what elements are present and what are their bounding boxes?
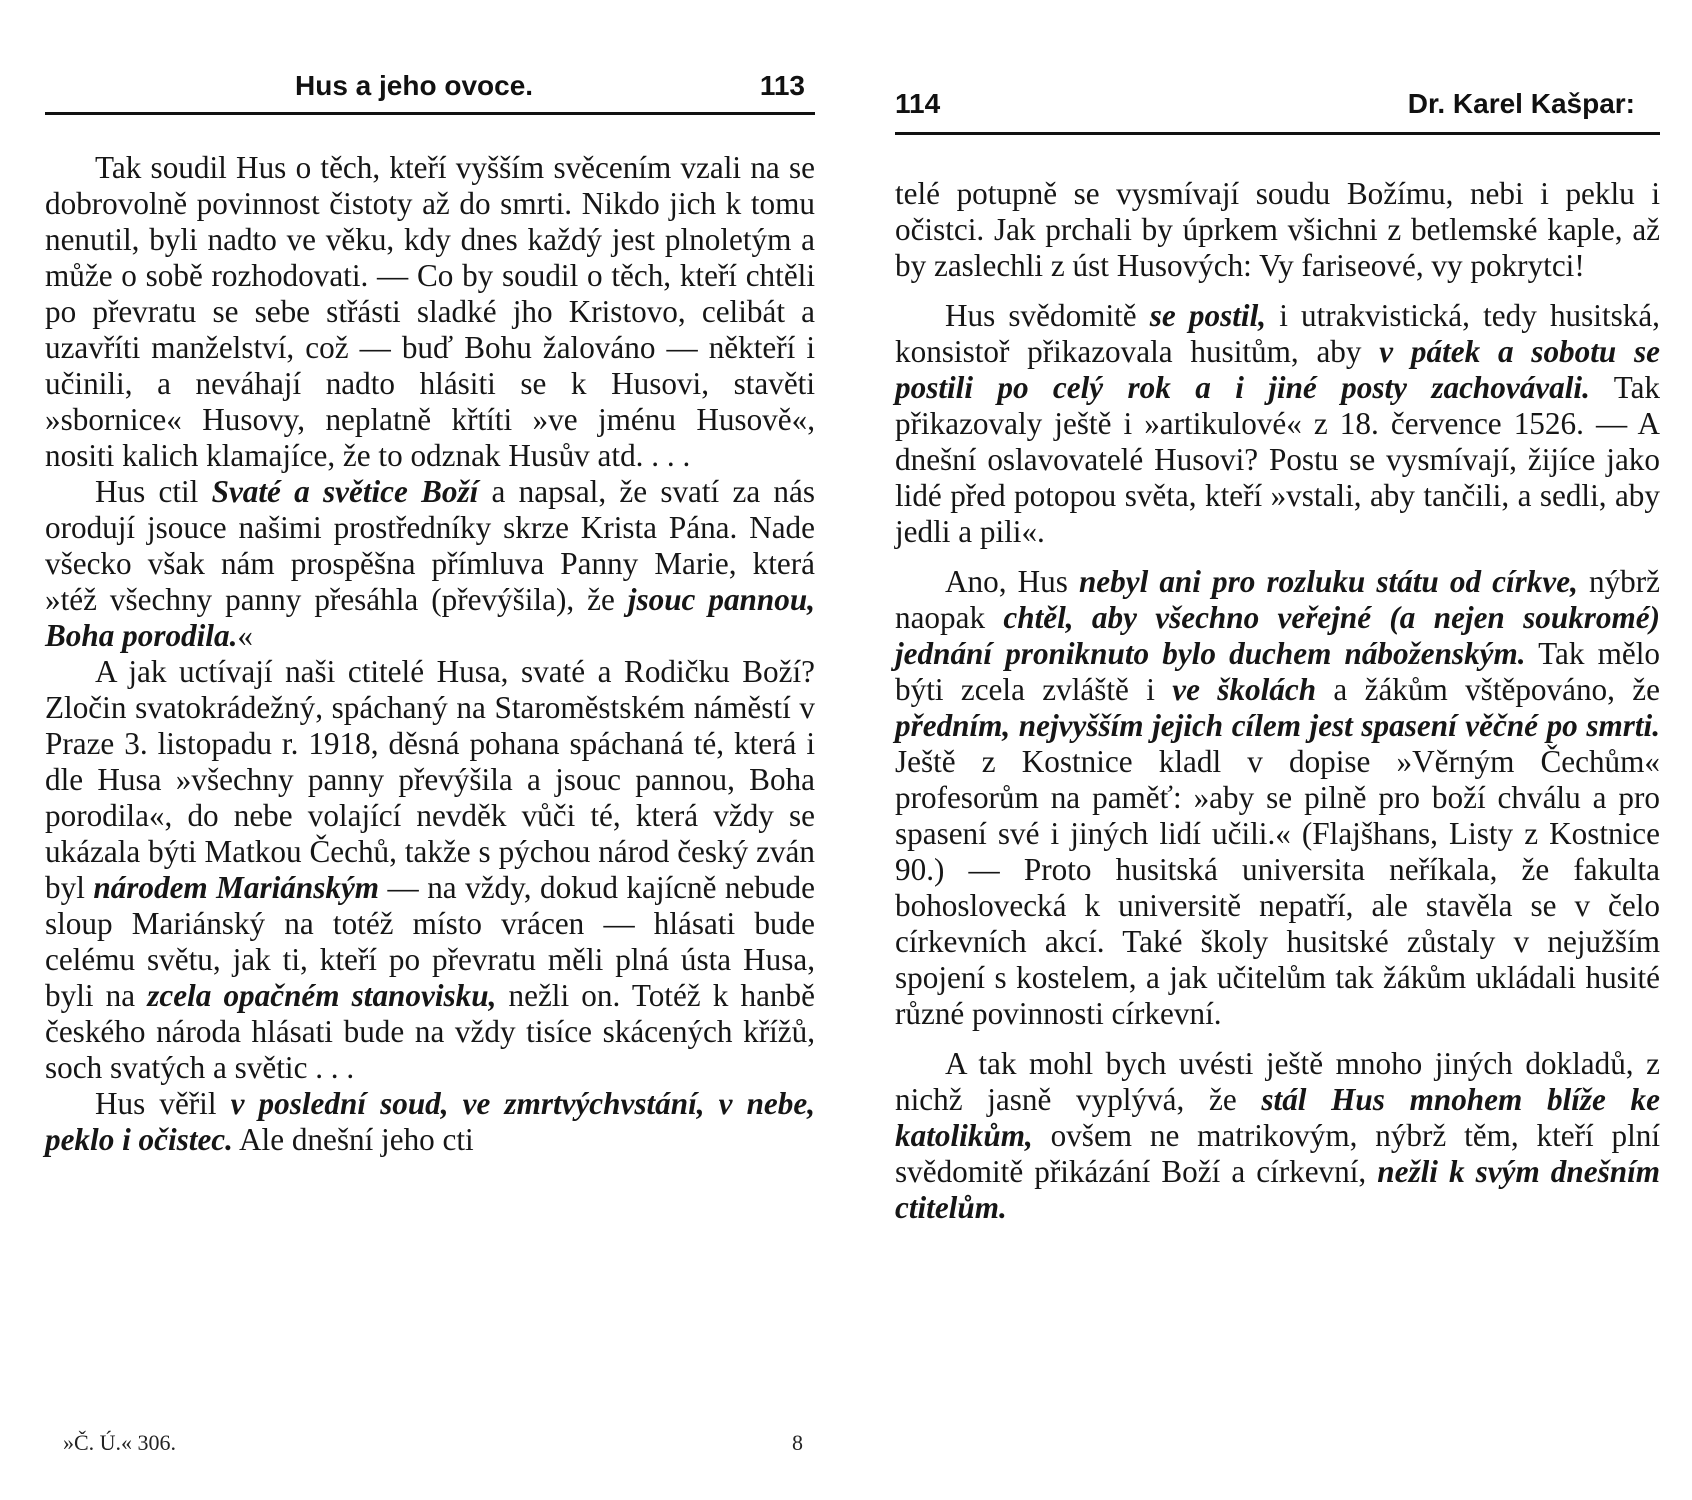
emphasized-text: předním, nejvyšším jejich cílem jest spasení věčné po smrti. xyxy=(895,708,1660,743)
emphasized-text: Svaté a světice Boží xyxy=(211,474,479,509)
page-number: 113 xyxy=(759,70,805,101)
sheet-number: 8 xyxy=(792,1430,803,1455)
right-page-body xyxy=(895,176,1660,1226)
emphasized-text: stál Hus mnohem blíže ke katolikům, xyxy=(895,1082,1660,1153)
left-page-header xyxy=(45,70,815,110)
emphasized-text: v poslední soud, ve zmrtvýchvstání, v nebe, peklo i očistec. xyxy=(45,1086,816,1157)
right-page-header xyxy=(895,88,1660,128)
left-page-body xyxy=(45,150,815,1158)
emphasized-text: se postil, xyxy=(1149,298,1267,333)
emphasized-text: nežli k svým dnešním ctitelům. xyxy=(895,1154,1660,1225)
emphasized-text: chtěl, aby všechno veřejné (a nejen soukromé) jednání proniknuto bylo duchem náboženským. xyxy=(895,600,1660,671)
emphasized-text: zcela opačném stanovisku, xyxy=(147,978,497,1013)
paragraph: Tak soudil Hus o těch, kteří vyšším svěcením vzali na se dobrovolně povinnost čistoty až do smrti. Nikdo jich k tomu nenutil, byli nadto ve věku, kdy dnes každý jest plnoletým a může o sobě rozhodovati. — Co by soudil o těch, kteří chtěli po převratu se sebe střásti sladké jho Kristovo, celibát a uzavříti manželství, což — buď Bohu žalováno — někteří i učinili, a neváhají nadto hlásiti se k Husovi, stavěti »sbornice« Husovy, neplatně křtíti »ve jménu Husově«, nositi kalich klamajíce, že to odznak Husův atd. . . . xyxy=(45,150,815,473)
paragraph: Hus svědomitě se postil, i utrakvistická, tedy husitská, konsistoř přikazovala husitům, aby v pátek a sobotu se postili po celý rok a i jiné posty zachovávali. Tak přikazovaly ještě i »artikulové« z 18. července 1526. — A dnešní oslavovatelé Husovi? Postu se vysmívají, žijíce jako lidé před potopou světa, kteří »vstali, aby tančili, a sedli, aby jedli a pili«. xyxy=(895,298,1661,549)
emphasized-text: jsouc pannou, Boha porodila. xyxy=(45,582,815,653)
emphasized-text: národem Mariánským xyxy=(93,870,380,905)
paragraph: Ano, Hus nebyl ani pro rozluku státu od církve, nýbrž naopak chtěl, aby všechno veřejné (a nejen soukromé) jednání proniknuto bylo duchem náboženským. Tak mělo býti zcela zvláště i ve školách a žákům vštěpováno, že předním, nejvyšším jejich cílem jest spasení věčné po smrti. Ještě z Kostnice kladl v dopise »Věrným Čechům« profesorům na paměť: »aby se pilně pro boží chválu a pro spasení své i jiných lidí učili.« (Flajšhans, Listy z Kostnice 90.) — Proto husitská universita neříkala, že fakulta bohoslovecká k universitě nepatří, ale stavěla se v čelo církevních akcí. Také školy husitské zůstaly v nejužším spojení s kostelem, a jak učitelům tak žákům ukládali husité různé povinnosti církevní. xyxy=(895,564,1661,1031)
emphasized-text: nebyl ani pro rozluku státu od církve, xyxy=(1078,564,1578,599)
page-number: 114 xyxy=(895,88,941,119)
paragraph: A tak mohl bych uvésti ještě mnoho jiných dokladů, z nichž jasně vyplývá, že stál Hus mnohem blíže ke katolikům, ovšem ne matrikovým, nýbrž těm, kteří plní svědomitě přikázání Boží a církevní, nežli k svým dnešním ctitelům. xyxy=(895,1046,1660,1225)
emphasized-text: ve školách xyxy=(1172,672,1317,707)
header-rule xyxy=(895,132,1660,135)
paragraph: A jak uctívají naši ctitelé Husa, svaté a Rodičku Boží? Zločin svatokrádežný, spáchaný na Staroměstském náměstí v Praze 3. listopadu r. 1918, děsná pohana spáchaná té, která i dle Husa »všechny panny převýšila a jsouc pannou, Boha porodila«, do nebe volající nevděk vůči té, která vždy se ukázala býti Matkou Čechů, takže s pýchou národ český zván byl národem Mariánským — na vždy, dokud kajícně nebude sloup Mariánský na totéž místo vrácen — hlásati bude celému světu, jak ti, kteří po převratu měli plná ústa Husa, byli na zcela opačném stanovisku, nežli on. Totéž k hanbě českého národa hlásati bude na vždy tisíce skácených křížů, soch svatých a světic . . . xyxy=(45,654,815,1085)
paragraph: telé potupně se vysmívají soudu Božímu, nebi i peklu i očistci. Jak prchali by úprkem všichni z betlemské kaple, až by zaslechli z úst Husových: Vy fariseové, vy pokrytci! xyxy=(895,176,1660,283)
printer-signature-mark: »Č. Ú.« 306. xyxy=(63,1430,177,1455)
running-title: Dr. Karel Kašpar: xyxy=(1407,88,1635,119)
paragraph: Hus ctil Svaté a světice Boží a napsal, že svatí za nás orodují jsouce našimi prostředníky skrze Krista Pána. Nade všecko však nám prospěšna přímluva Panny Marie, která »též všechny panny přesáhla (převýšila), že jsouc pannou, Boha porodila.« xyxy=(45,474,815,653)
running-title: Hus a jeho ovoce. xyxy=(295,70,534,101)
header-rule xyxy=(45,112,815,115)
emphasized-text: v pátek a sobotu se postili po celý rok a i jiné posty zachovávali. xyxy=(895,334,1660,405)
left-page-footer xyxy=(45,1430,815,1458)
paragraph: Hus věřil v poslední soud, ve zmrtvýchvstání, v nebe, peklo i očistec. Ale dnešní jeho cti xyxy=(45,1086,816,1157)
